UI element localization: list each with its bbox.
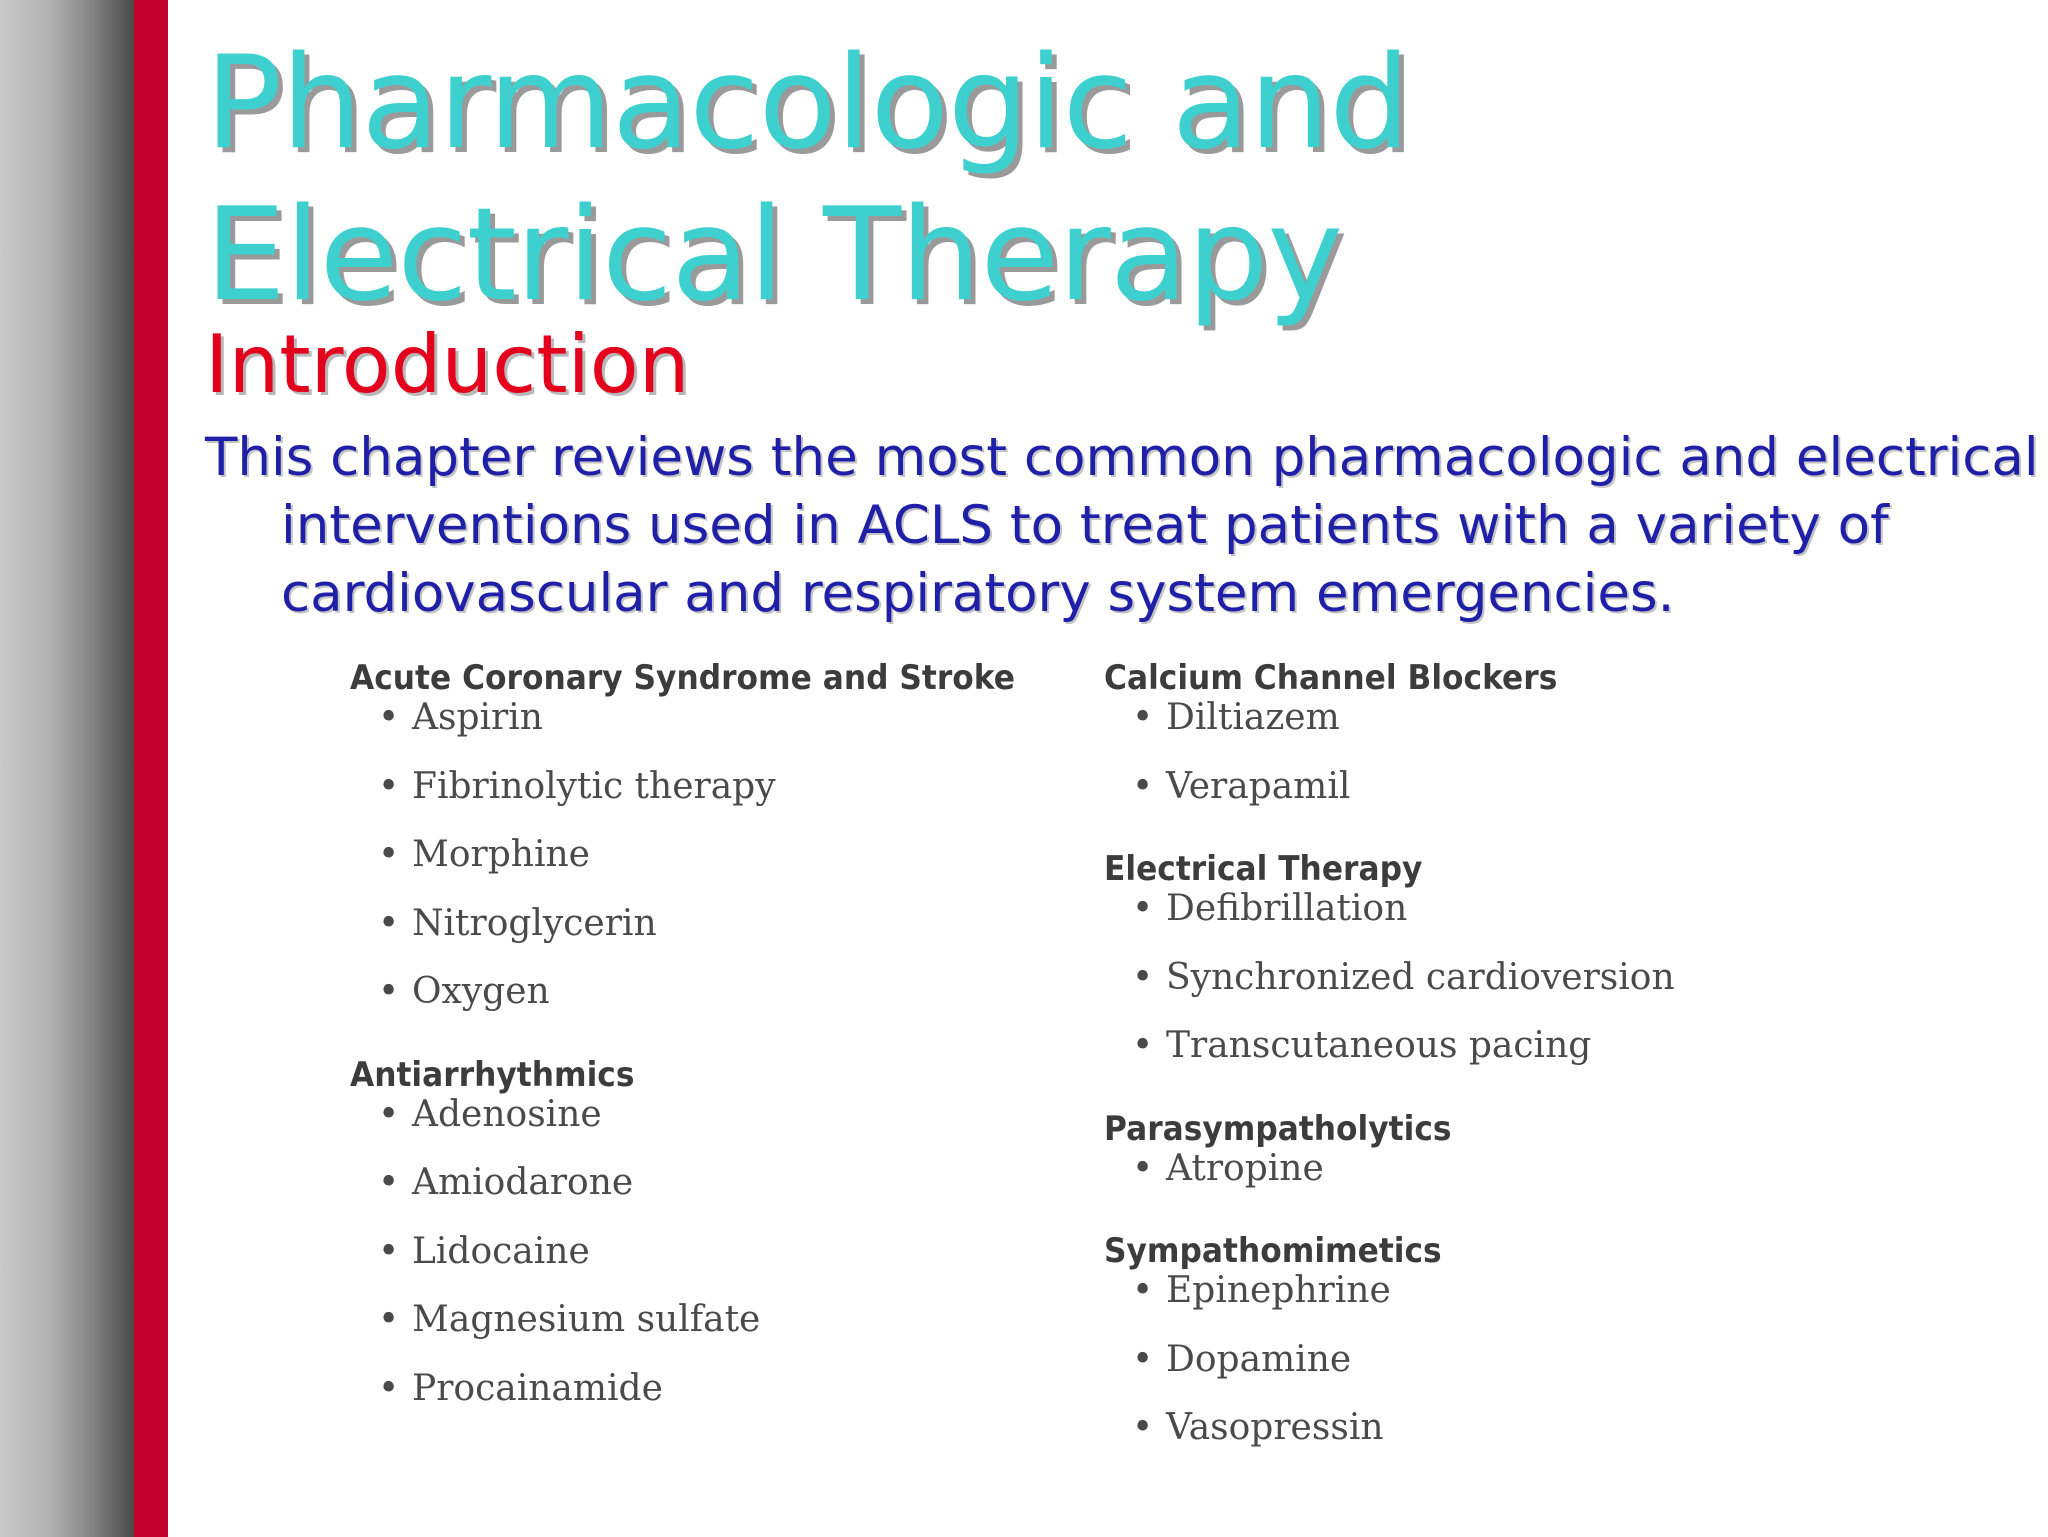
drug-group — [1104, 847, 1824, 1081]
drug-item: • Diltiazem — [1104, 684, 1824, 753]
drug-list — [350, 1081, 1070, 1424]
drug-item: • Nitroglycerin — [350, 890, 1070, 959]
drug-item: • Defibrillation — [1104, 875, 1824, 944]
drug-item: • Fibrinolytic therapy — [350, 753, 1070, 822]
drug-group-heading: Sympathomimetics — [1104, 1231, 1442, 1271]
drug-item: • Synchronized cardioversion — [1104, 944, 1824, 1013]
drug-group-heading: Calcium Channel Blockers — [1104, 658, 1558, 698]
drug-item: • Morphine — [350, 821, 1070, 890]
drug-group-heading: Acute Coronary Syndrome and Stroke — [350, 658, 1015, 698]
intro-paragraph: This chapter reviews the most common pharmacologic and electrical interventions used in ACLS to treat patients with a variety of cardiovascular and respiratory system emergencies. — [205, 427, 2039, 624]
drug-list-right-column — [1104, 656, 1824, 1489]
drug-group — [350, 656, 1070, 1027]
drug-group-heading: Electrical Therapy — [1104, 849, 1423, 889]
drug-item: • Verapamil — [1104, 753, 1824, 822]
drug-item: • Vasopressin — [1104, 1394, 1824, 1463]
slide-subtitle: Introduction — [205, 318, 690, 411]
drug-list — [1104, 1135, 1824, 1204]
drug-item: • Atropine — [1104, 1135, 1824, 1204]
drug-item: • Lidocaine — [350, 1218, 1070, 1287]
drug-group — [350, 1053, 1070, 1424]
drug-item: • Magnesium sulfate — [350, 1286, 1070, 1355]
drug-item: • Procainamide — [350, 1355, 1070, 1424]
drug-list-left-column — [350, 656, 1070, 1449]
drug-item: • Aspirin — [350, 684, 1070, 753]
slide-title: Pharmacologic and Electrical Therapy — [205, 29, 1410, 330]
drug-list — [1104, 875, 1824, 1081]
drug-item: • Epinephrine — [1104, 1257, 1824, 1326]
drug-group — [1104, 1107, 1824, 1204]
drug-item: • Transcutaneous pacing — [1104, 1012, 1824, 1081]
drug-group — [1104, 1229, 1824, 1463]
drug-group-heading: Parasympatholytics — [1104, 1108, 1452, 1149]
drug-item: • Adenosine — [350, 1081, 1070, 1150]
drug-item: • Oxygen — [350, 958, 1070, 1027]
drug-list — [350, 684, 1070, 1027]
drug-group — [1104, 656, 1824, 821]
drug-list — [1104, 1257, 1824, 1463]
drug-list — [1104, 684, 1824, 821]
side-accent-bar — [134, 0, 168, 1537]
drug-item: • Dopamine — [1104, 1326, 1824, 1395]
side-gradient-bar — [0, 0, 134, 1537]
drug-group-heading: Antiarrhythmics — [350, 1054, 635, 1095]
drug-item: • Amiodarone — [350, 1149, 1070, 1218]
